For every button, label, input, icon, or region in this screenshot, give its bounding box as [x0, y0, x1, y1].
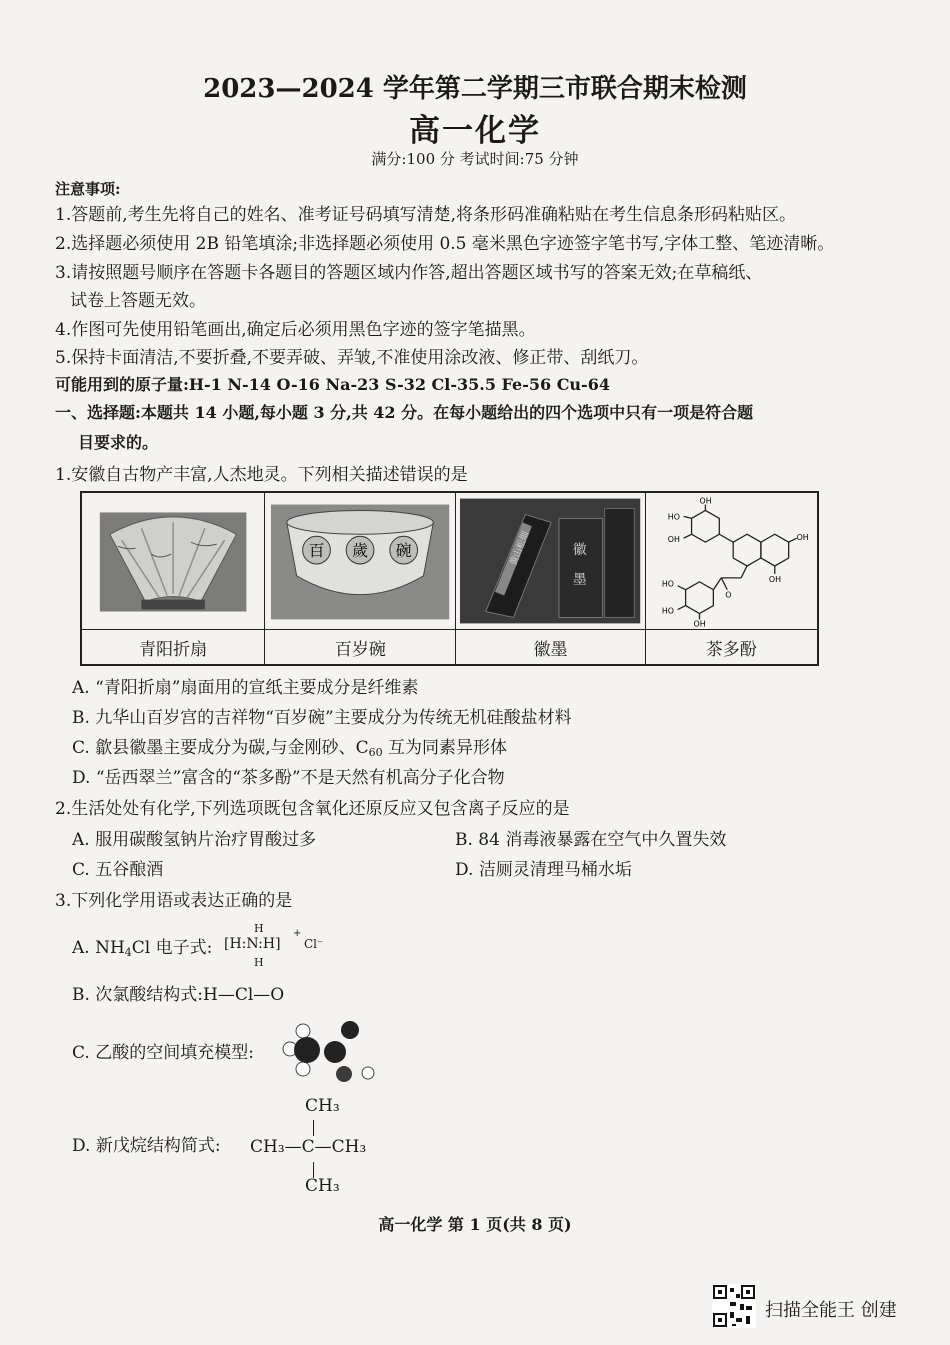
- subject-title: 高一化学: [409, 113, 541, 149]
- score-time-info: 满分:100 分 考试时间:75 分钟: [371, 150, 579, 168]
- neopentane-structure: CH₃ CH₃—C—CH₃ CH₃: [250, 1096, 367, 1196]
- question-3-stem: 3.下列化学用语或表达正确的是: [55, 891, 293, 911]
- oh-label: OH: [667, 535, 680, 545]
- section-heading: 一、选择题:本题共 14 小题,每小题 3 分,共 42 分。在每小题给出的四个选项中只有一项是符合题: [55, 403, 754, 422]
- folding-fan-image: [82, 494, 264, 628]
- oh-label: HO: [661, 579, 674, 589]
- atomic-masses: 可能用到的原子量:H-1 N-14 O-16 Na-23 S-32 Cl-35.5 Fe-56 Cu-64: [55, 375, 610, 394]
- oh-label: HO: [667, 512, 680, 522]
- question-1-figure-table: [80, 491, 819, 666]
- notice-item: 试卷上答题无效。: [70, 291, 206, 311]
- acetic-acid-space-filling-model: [280, 1018, 380, 1084]
- question-2-stem: 2.生活处处有化学,下列选项既包含氧化还原反应又包含离子反应的是: [55, 799, 570, 819]
- caption-bowl: 百岁碗: [265, 630, 456, 666]
- hui-ink-image: [456, 494, 644, 628]
- caption-ink: 徽墨: [456, 630, 645, 666]
- ink-char: 徽: [573, 542, 588, 559]
- q3-option-b: B. 次氯酸结构式:H—Cl—O: [72, 985, 285, 1005]
- q3-option-d: D. 新戊烷结构简式:: [72, 1136, 221, 1156]
- notice-item: 5.保持卡面清洁,不要折叠,不要弄破、弄皱,不准使用涂改液、修正带、刮纸刀。: [55, 348, 649, 368]
- hundred-year-bowl-image: [265, 494, 455, 628]
- question-1-stem: 1.安徽自古物产丰富,人杰地灵。下列相关描述错误的是: [55, 465, 468, 485]
- q1-option-a: A. “青阳折扇”扇面用的宣纸主要成分是纤维素: [72, 678, 419, 698]
- tea-polyphenol-cell: [645, 492, 818, 630]
- oh-label: HO: [661, 606, 674, 616]
- q1-option-d: D. “岳西翠兰”富含的“茶多酚”不是天然有机高分子化合物: [72, 768, 505, 788]
- q2-option-a: A. 服用碳酸氢钠片治疗胃酸过多: [72, 830, 317, 850]
- q3-option-c: C. 乙酸的空间填充模型:: [72, 1043, 254, 1063]
- bowl-char: 碗: [395, 541, 412, 561]
- notice-item: 2.选择题必须使用 2B 铅笔填涂;非选择题必须使用 0.5 毫米黑色字迹签字笔书写,字体工整、笔迹清晰。: [55, 234, 835, 254]
- fan-image-cell: [81, 492, 265, 630]
- qr-code-icon: [712, 1284, 756, 1328]
- caption-fan: 青阳折扇: [81, 630, 265, 666]
- q1-option-b: B. 九华山百岁宫的吉祥物“百岁碗”主要成分为传统无机硅酸盐材料: [72, 708, 572, 728]
- oh-label: OH: [693, 619, 706, 628]
- section-heading-cont: 目要求的。: [78, 433, 159, 452]
- notice-item: 4.作图可先使用铅笔画出,确定后必须用黑色字迹的签字笔描黑。: [55, 320, 536, 340]
- bowl-char: 歲: [352, 541, 369, 561]
- ink-image-cell: [456, 492, 645, 630]
- notice-item: 3.请按照题号顺序在答题卡各题目的答题区域内作答,超出答题区域书写的答案无效;在草稿纸、: [55, 263, 763, 283]
- caption-tea-polyphenol: 茶多酚: [645, 630, 818, 666]
- oh-label: OH: [796, 533, 809, 543]
- ink-char: 黄山松烟: [509, 530, 532, 568]
- notice-item: 1.答题前,考生先将自己的姓名、准考证号码填写清楚,将条形码准确粘贴在考生信息条形码粘贴区。: [55, 205, 797, 225]
- exam-title: 2023—2024 学年第二学期三市联合期末检测: [203, 74, 747, 104]
- q1-option-c: C. 歙县徽墨主要成分为碳,与金刚砂、$C_{60}$ 互为同素异形体: [72, 738, 508, 759]
- nh4cl-electron-formula: H [H:N:H] + H Cl⁻: [224, 922, 324, 969]
- ink-char: 墨: [573, 571, 588, 588]
- q2-option-c: C. 五谷酿酒: [72, 860, 164, 880]
- page-footer: 高一化学 第 1 页(共 8 页): [378, 1215, 572, 1234]
- q2-option-b: B. 84 消毒液暴露在空气中久置失效: [455, 830, 727, 850]
- bowl-char: 百: [308, 541, 325, 561]
- scanner-watermark: 扫描全能王 创建: [765, 1300, 897, 1321]
- bowl-image-cell: [265, 492, 456, 630]
- tea-polyphenol-structure: [646, 494, 817, 628]
- oxygen-label: O: [724, 590, 732, 600]
- q2-option-d: D. 洁厕灵清理马桶水垢: [455, 860, 632, 880]
- notice-heading: 注意事项:: [55, 180, 121, 198]
- oh-label: OH: [768, 574, 781, 584]
- q3-option-a: A. $NH_4Cl$ 电子式:: [72, 938, 213, 959]
- oh-label: OH: [699, 496, 712, 506]
